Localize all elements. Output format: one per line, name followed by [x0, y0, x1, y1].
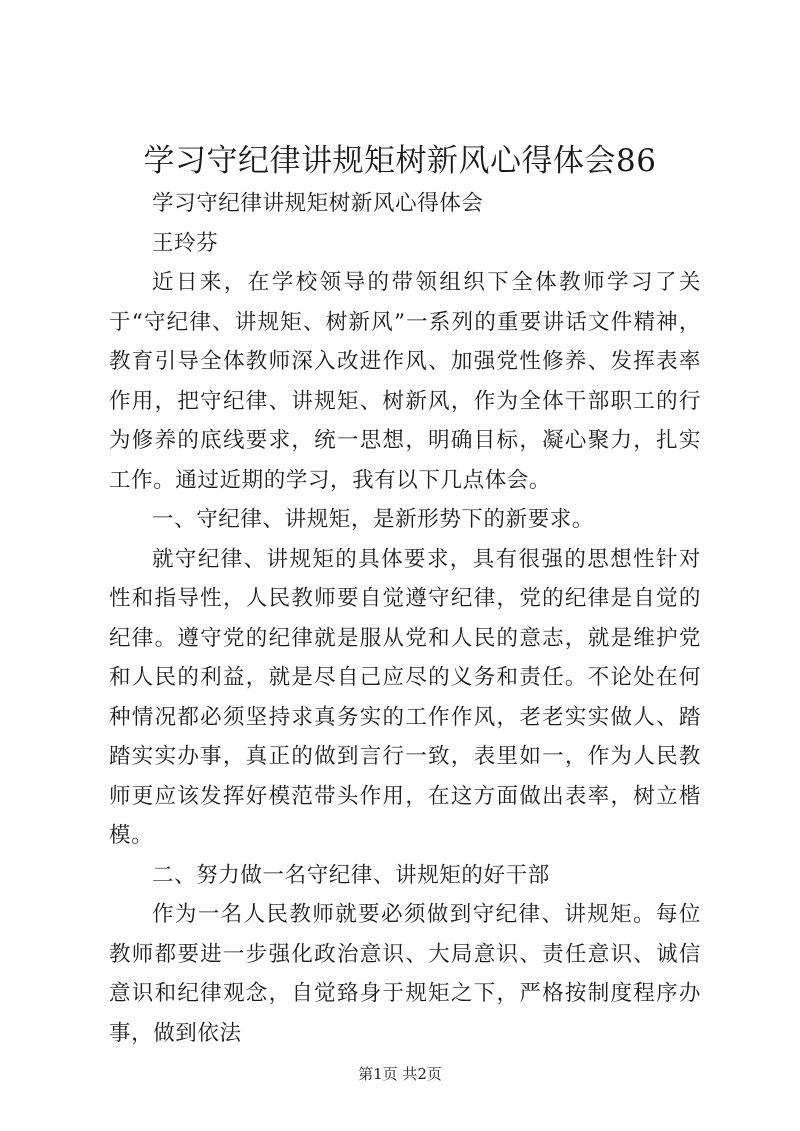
section-heading-2: 二、努力做一名守纪律、讲规矩的好干部	[152, 862, 550, 888]
section-heading-1: 一、守纪律、讲规矩，是新形势下的新要求。	[152, 507, 595, 532]
section-2-paragraph: 作为一名人民教师就要必须做到守纪律、讲规矩。每位教师都要进一步强化政治意识、大局意识、责任意识、诚信意识和纪律观念，自觉臵身于规矩之下，严格按制度程序办事，做到依法	[109, 902, 701, 1046]
document-body	[109, 184, 701, 1053]
author-paragraph: 王玲芬	[152, 230, 219, 256]
section-1-paragraph: 就守纪律、讲规矩的具体要求，具有很强的思想性针对性和指导性，人民教师要自觉遵守纪律，党的纪律是自觉的纪律。遵守党的纪律就是服从党和人民的意志，就是维护党和人民的利益，就是尽自己应尽的义务和责任。不论处在何种情况都必须坚持求真务实的工作作风，老老实实做人、踏踏实实办事，真正的做到言行一致，表里如一，作为人民教师更应该发挥好模范带头作用，在这方面做出表率，树立楷模。	[109, 546, 701, 848]
intro-paragraph: 近日来，在学校领导的带领组织下全体教师学习了关于“守纪律、讲规矩、树新风”一系列的重要讲话文件精神，教育引导全体教师深入改进作风、加强党性修养、发挥表率作用，把守纪律、讲规矩、树新风，作为全体干部职工的行为修养的底线要求，统一思想，明确目标，凝心聚力，扎实工作。通过近期的学习，我有以下几点体会。	[109, 270, 701, 493]
document-title: 学习守纪律讲规矩树新风心得体会86	[143, 143, 657, 179]
page-number-footer: 第1页 共2页	[358, 1065, 442, 1083]
subtitle-paragraph: 学习守纪律讲规矩树新风心得体会	[152, 191, 484, 216]
